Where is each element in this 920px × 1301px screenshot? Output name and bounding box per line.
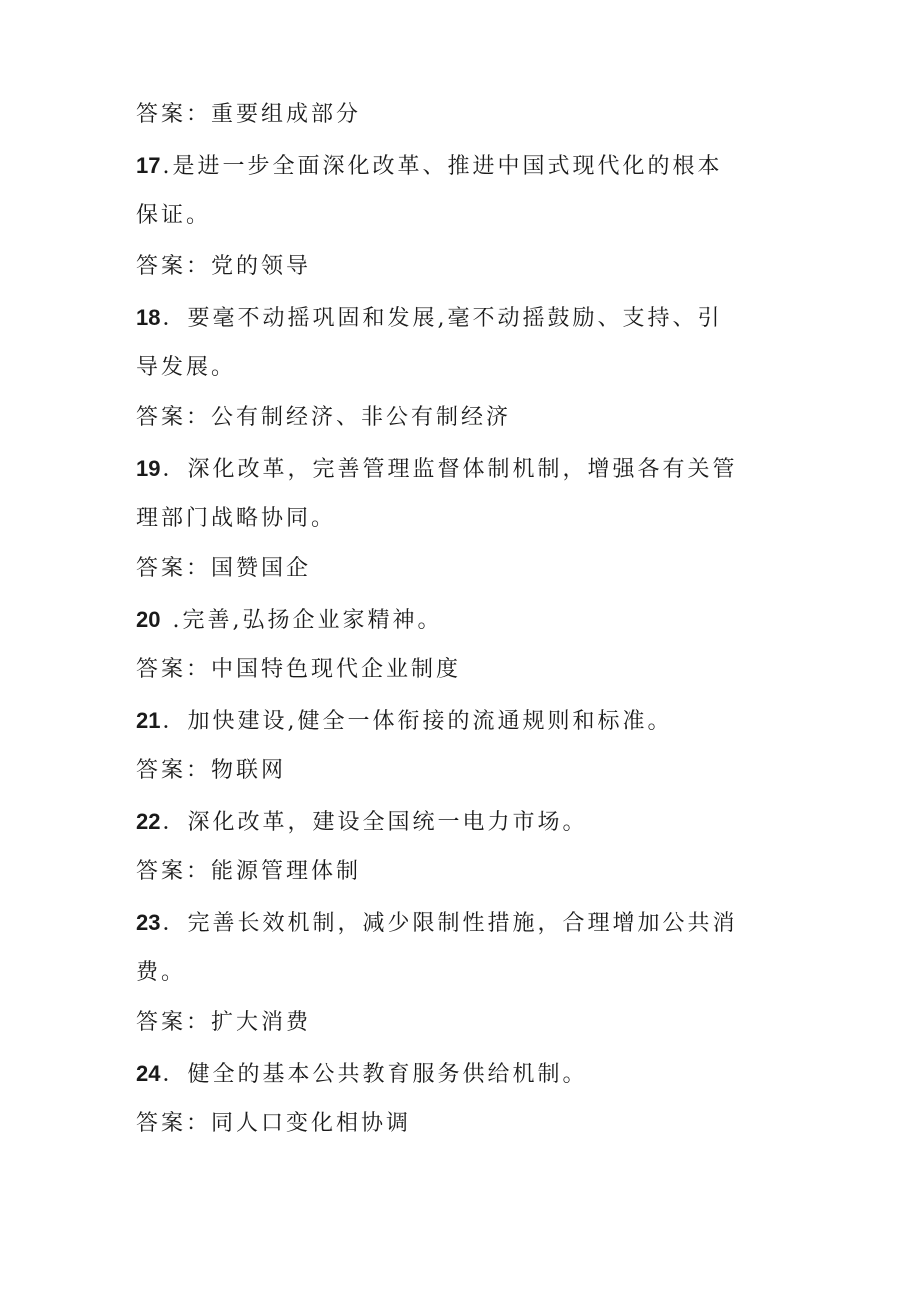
question-23	[136, 910, 738, 937]
question-text: ．健全的基本公共教育服务供给机制。	[162, 1062, 588, 1087]
question-17-continued: 保证。	[136, 203, 212, 228]
question-number: 23	[136, 910, 161, 935]
answer-16: 答案：重要组成部分	[136, 102, 362, 127]
question-number: 24	[136, 1061, 161, 1086]
question-text: ．加快建设,健全一体衔接的流通规则和标准。	[162, 709, 673, 734]
question-text: ．完善长效机制，减少限制性措施，合理增加公共消	[162, 911, 738, 936]
question-text: ．深化改革，建设全国统一电力市场。	[162, 810, 588, 835]
question-23-continued: 费。	[136, 960, 187, 985]
question-number: 21	[136, 708, 161, 733]
question-24	[136, 1061, 716, 1088]
answer-21: 答案：物联网	[136, 758, 287, 783]
answer-24: 答案：同人口变化相协调	[136, 1111, 412, 1136]
answer-20: 答案：中国特色现代企业制度	[136, 657, 462, 682]
question-number: 17	[136, 153, 161, 178]
question-text: ．要毫不动摇巩固和发展,毫不动摇鼓励、支持、引	[162, 306, 723, 331]
question-number: 18	[136, 305, 161, 330]
question-text: .完善,弘扬企业家精神。	[162, 608, 443, 633]
question-number: 22	[136, 809, 161, 834]
question-19-continued: 理部门战略协同。	[136, 506, 337, 531]
question-18	[136, 305, 723, 332]
question-21	[136, 708, 716, 735]
question-18-continued: 导发展。	[136, 355, 237, 380]
answer-18: 答案：公有制经济、非公有制经济	[136, 405, 512, 430]
question-19	[136, 456, 738, 483]
answer-23: 答案：扩大消费	[136, 1010, 312, 1035]
answer-17: 答案：党的领导	[136, 254, 312, 279]
question-17	[136, 153, 723, 180]
question-text: .是进一步全面深化改革、推进中国式现代化的根本	[162, 154, 723, 179]
question-text: ．深化改革，完善管理监督体制机制，增强各有关管	[162, 457, 738, 482]
answer-19: 答案：国赞国企	[136, 556, 312, 581]
question-20	[136, 607, 716, 634]
answer-22: 答案：能源管理体制	[136, 859, 362, 884]
question-number: 20	[136, 607, 161, 632]
question-22	[136, 809, 716, 836]
question-number: 19	[136, 456, 161, 481]
